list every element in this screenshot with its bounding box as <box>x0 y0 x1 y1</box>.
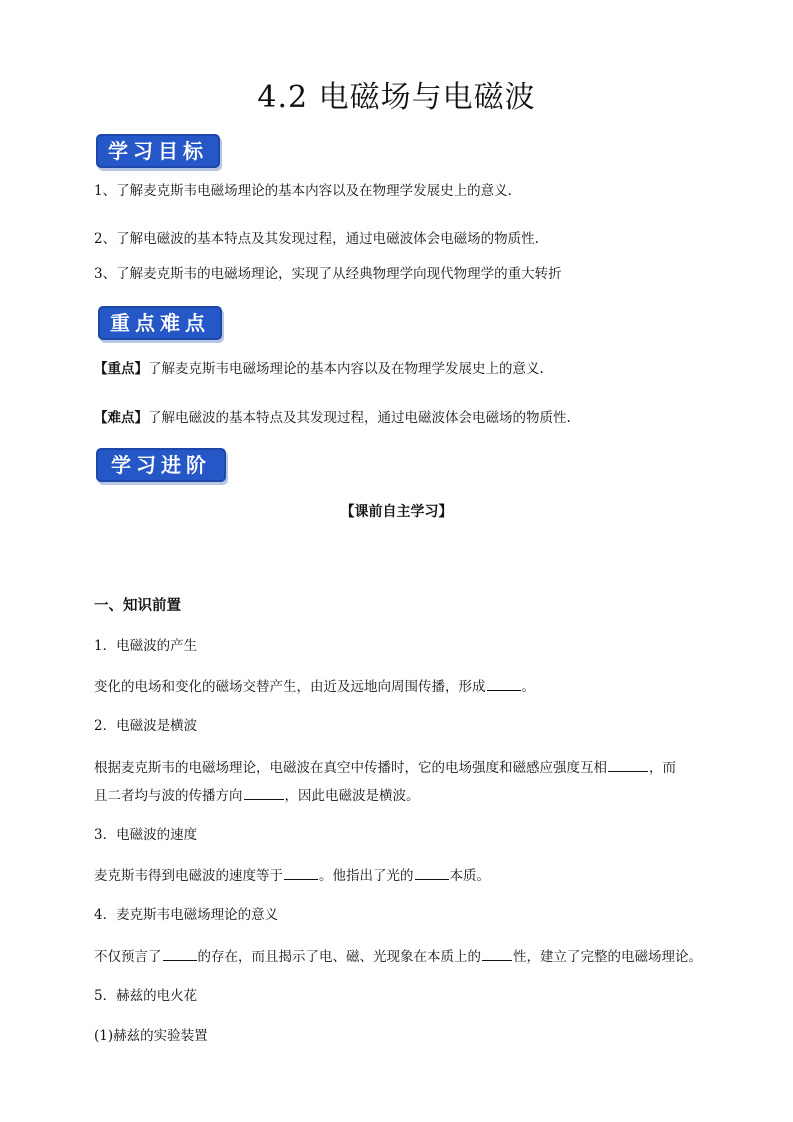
item4-title: 4．麦克斯韦电磁场理论的意义 <box>94 907 279 923</box>
item4-text-c: 性，建立了完整的电磁场理论。 <box>513 949 702 965</box>
preview-heading: 【课前自主学习】 <box>340 504 453 520</box>
item5-title: 5．赫兹的电火花 <box>94 988 198 1004</box>
section-badge-key-points: 重点难点 <box>98 306 222 340</box>
focus-text: 了解麦克斯韦电磁场理论的基本内容以及在物理学发展史上的意义. <box>148 361 544 377</box>
part1-heading: 一、知识前置 <box>94 598 181 614</box>
objective-3: 3、了解麦克斯韦的电磁场理论，实现了从经典物理学向现代物理学的重大转折 <box>94 266 562 282</box>
item1-text-a: 变化的电场和变化的磁场交替产生，由近及远地向周围传播，形成 <box>94 679 486 695</box>
section-badge-objectives: 学习目标 <box>96 134 220 168</box>
item4-text <box>94 946 702 967</box>
focus-line <box>94 359 544 379</box>
fill-blank <box>487 676 521 691</box>
item2-text-b: ，而 <box>649 760 676 776</box>
item1-title: 1．电磁波的产生 <box>94 638 198 654</box>
item3-title: 3．电磁波的速度 <box>94 827 198 843</box>
item2-text-line1 <box>94 757 676 778</box>
fill-blank <box>244 785 284 800</box>
difficulty-text: 了解电磁波的基本特点及其发现过程，通过电磁波体会电磁场的物质性. <box>148 410 571 426</box>
item3-text-a: 麦克斯韦得到电磁波的速度等于 <box>94 868 283 884</box>
item5-sub: (1)赫兹的实验装置 <box>94 1028 208 1044</box>
item2-text-line2 <box>94 785 420 806</box>
item2-text-c: 且二者均与波的传播方向 <box>94 788 243 804</box>
item2-text-a: 根据麦克斯韦的电磁场理论，电磁波在真空中传播时，它的电场强度和磁感应强度互相 <box>94 760 607 776</box>
section-badge-progress: 学习进阶 <box>96 448 226 482</box>
objective-1: 1、了解麦克斯韦电磁场理论的基本内容以及在物理学发展史上的意义. <box>94 183 512 199</box>
item2-text-d: ，因此电磁波是横波。 <box>284 788 420 804</box>
item3-text-c: 本质。 <box>449 868 490 884</box>
difficulty-label: 【难点】 <box>94 410 148 426</box>
fill-blank <box>608 757 648 772</box>
page-title: 4.2 电磁场与电磁波 <box>257 80 536 115</box>
fill-blank <box>415 865 449 880</box>
difficulty-line <box>94 408 571 428</box>
item4-text-b: 的存在，而且揭示了电、磁、光现象在本质上的 <box>197 949 481 965</box>
fill-blank <box>163 946 197 961</box>
item2-title: 2．电磁波是横波 <box>94 718 198 734</box>
item4-text-a: 不仅预言了 <box>94 949 162 965</box>
item3-text <box>94 865 490 886</box>
focus-label: 【重点】 <box>94 361 148 377</box>
objective-2: 2、了解电磁波的基本特点及其发现过程，通过电磁波体会电磁场的物质性. <box>94 231 539 247</box>
item1-text <box>94 676 535 697</box>
item3-text-b: 。他指出了光的 <box>319 868 414 884</box>
fill-blank <box>284 865 318 880</box>
item1-text-b: 。 <box>521 679 535 695</box>
fill-blank <box>482 946 512 961</box>
